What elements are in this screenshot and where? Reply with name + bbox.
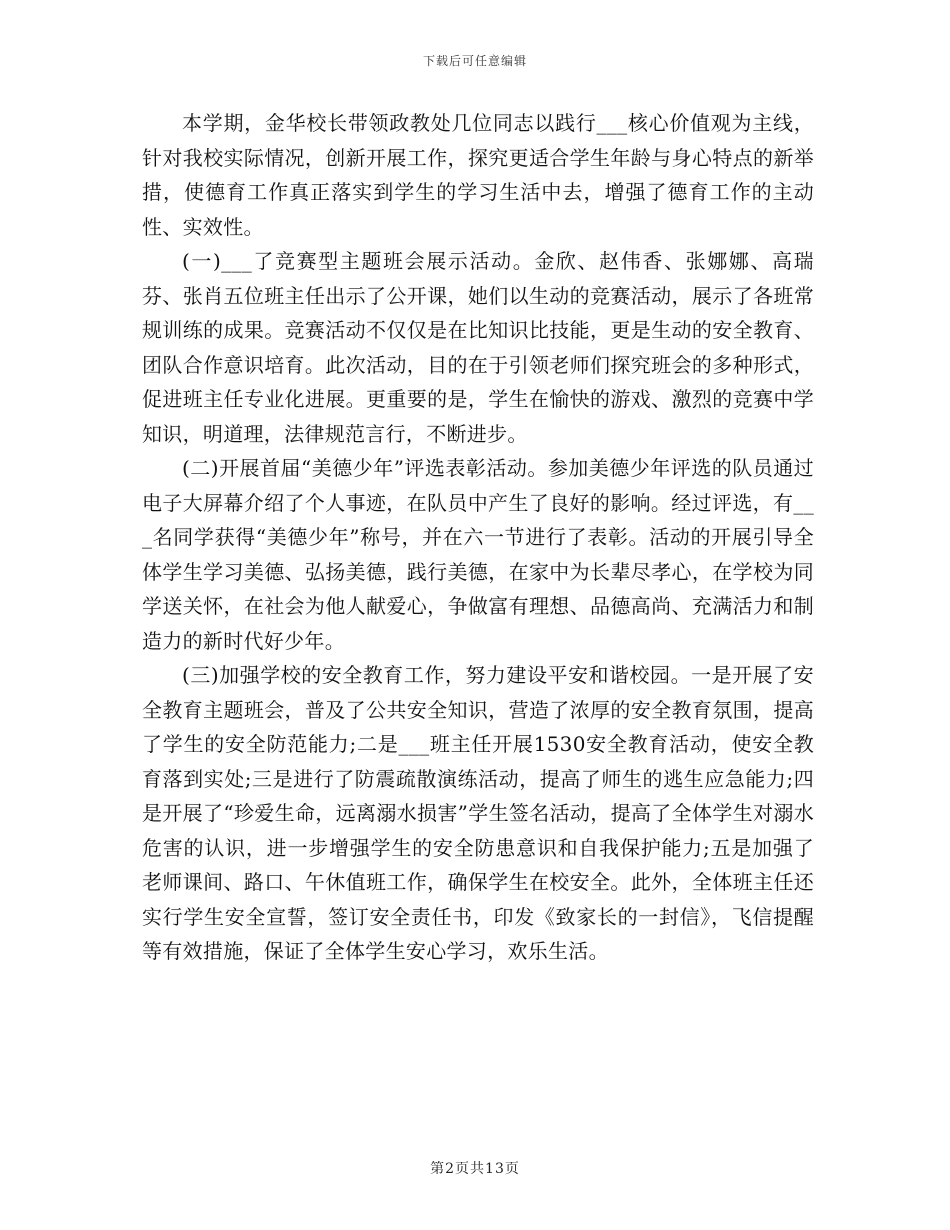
paragraph-intro: 本学期，金华校长带领政教处几位同志以践行___核心价值观为主线，针对我校实际情况，创新开展工作，探究更适合学生年龄与身心特点的新举措，使德育工作真正落实到学生的学习生活中去，增强了德育工作的主动性、实效性。 <box>142 111 814 239</box>
document-body <box>142 106 814 969</box>
paragraph-section-1: (一)___了竞赛型主题班会展示活动。金欣、赵伟香、张娜娜、高瑞芬、张肖五位班主任出示了公开课，她们以生动的竞赛活动，展示了各班常规训练的成果。竞赛活动不仅仅是在比知识比技能，更是生动的安全教育、团队合作意识培育。此次活动，目的在于引领老师们探究班会的多种形式，促进班主任专业化进展。更重要的是，学生在愉快的游戏、激烈的竞赛中学知识，明道理，法律规范言行，不断进步。 <box>142 249 814 446</box>
page-number: 第2页共13页 <box>430 1161 520 1177</box>
paragraph-section-2: (二)开展首届“美德少年”评选表彰活动。参加美德少年评选的队员通过电子大屏幕介绍了个人事迹，在队员中产生了良好的影响。经过评选，有___名同学获得“美德少年”称号，并在六一节进行了表彰。活动的开展引导全体学生学习美德、弘扬美德，践行美德，在家中为长辈尽孝心，在学校为同学送关怀，在社会为他人献爱心，争做富有理想、品德高尚、充满活力和制造力的新时代好少年。 <box>142 456 814 653</box>
page-header-note: 下载后可任意编辑 <box>422 54 527 68</box>
paragraph-section-3: (三)加强学校的安全教育工作，努力建设平安和谐校园。一是开展了安全教育主题班会，普及了公共安全知识，营造了浓厚的安全教育氛围，提高了学生的安全防范能力;二是___班主任开展1530安全教育活动，使安全教育落到实处;三是进行了防震疏散演练活动，提高了师生的逃生应急能力;四是开展了“珍爱生命，远离溺水损害”学生签名活动，提高了全体学生对溺水危害的认识，进一步增强学生的安全防患意识和自我保护能力;五是加强了老师课间、路口、午休值班工作，确保学生在校安全。此外，全体班主任还实行学生安全宣誓，签订安全责任书，印发《致家长的一封信》，飞信提醒等有效措施，保证了全体学生安心学习，欢乐生活。 <box>142 663 814 963</box>
